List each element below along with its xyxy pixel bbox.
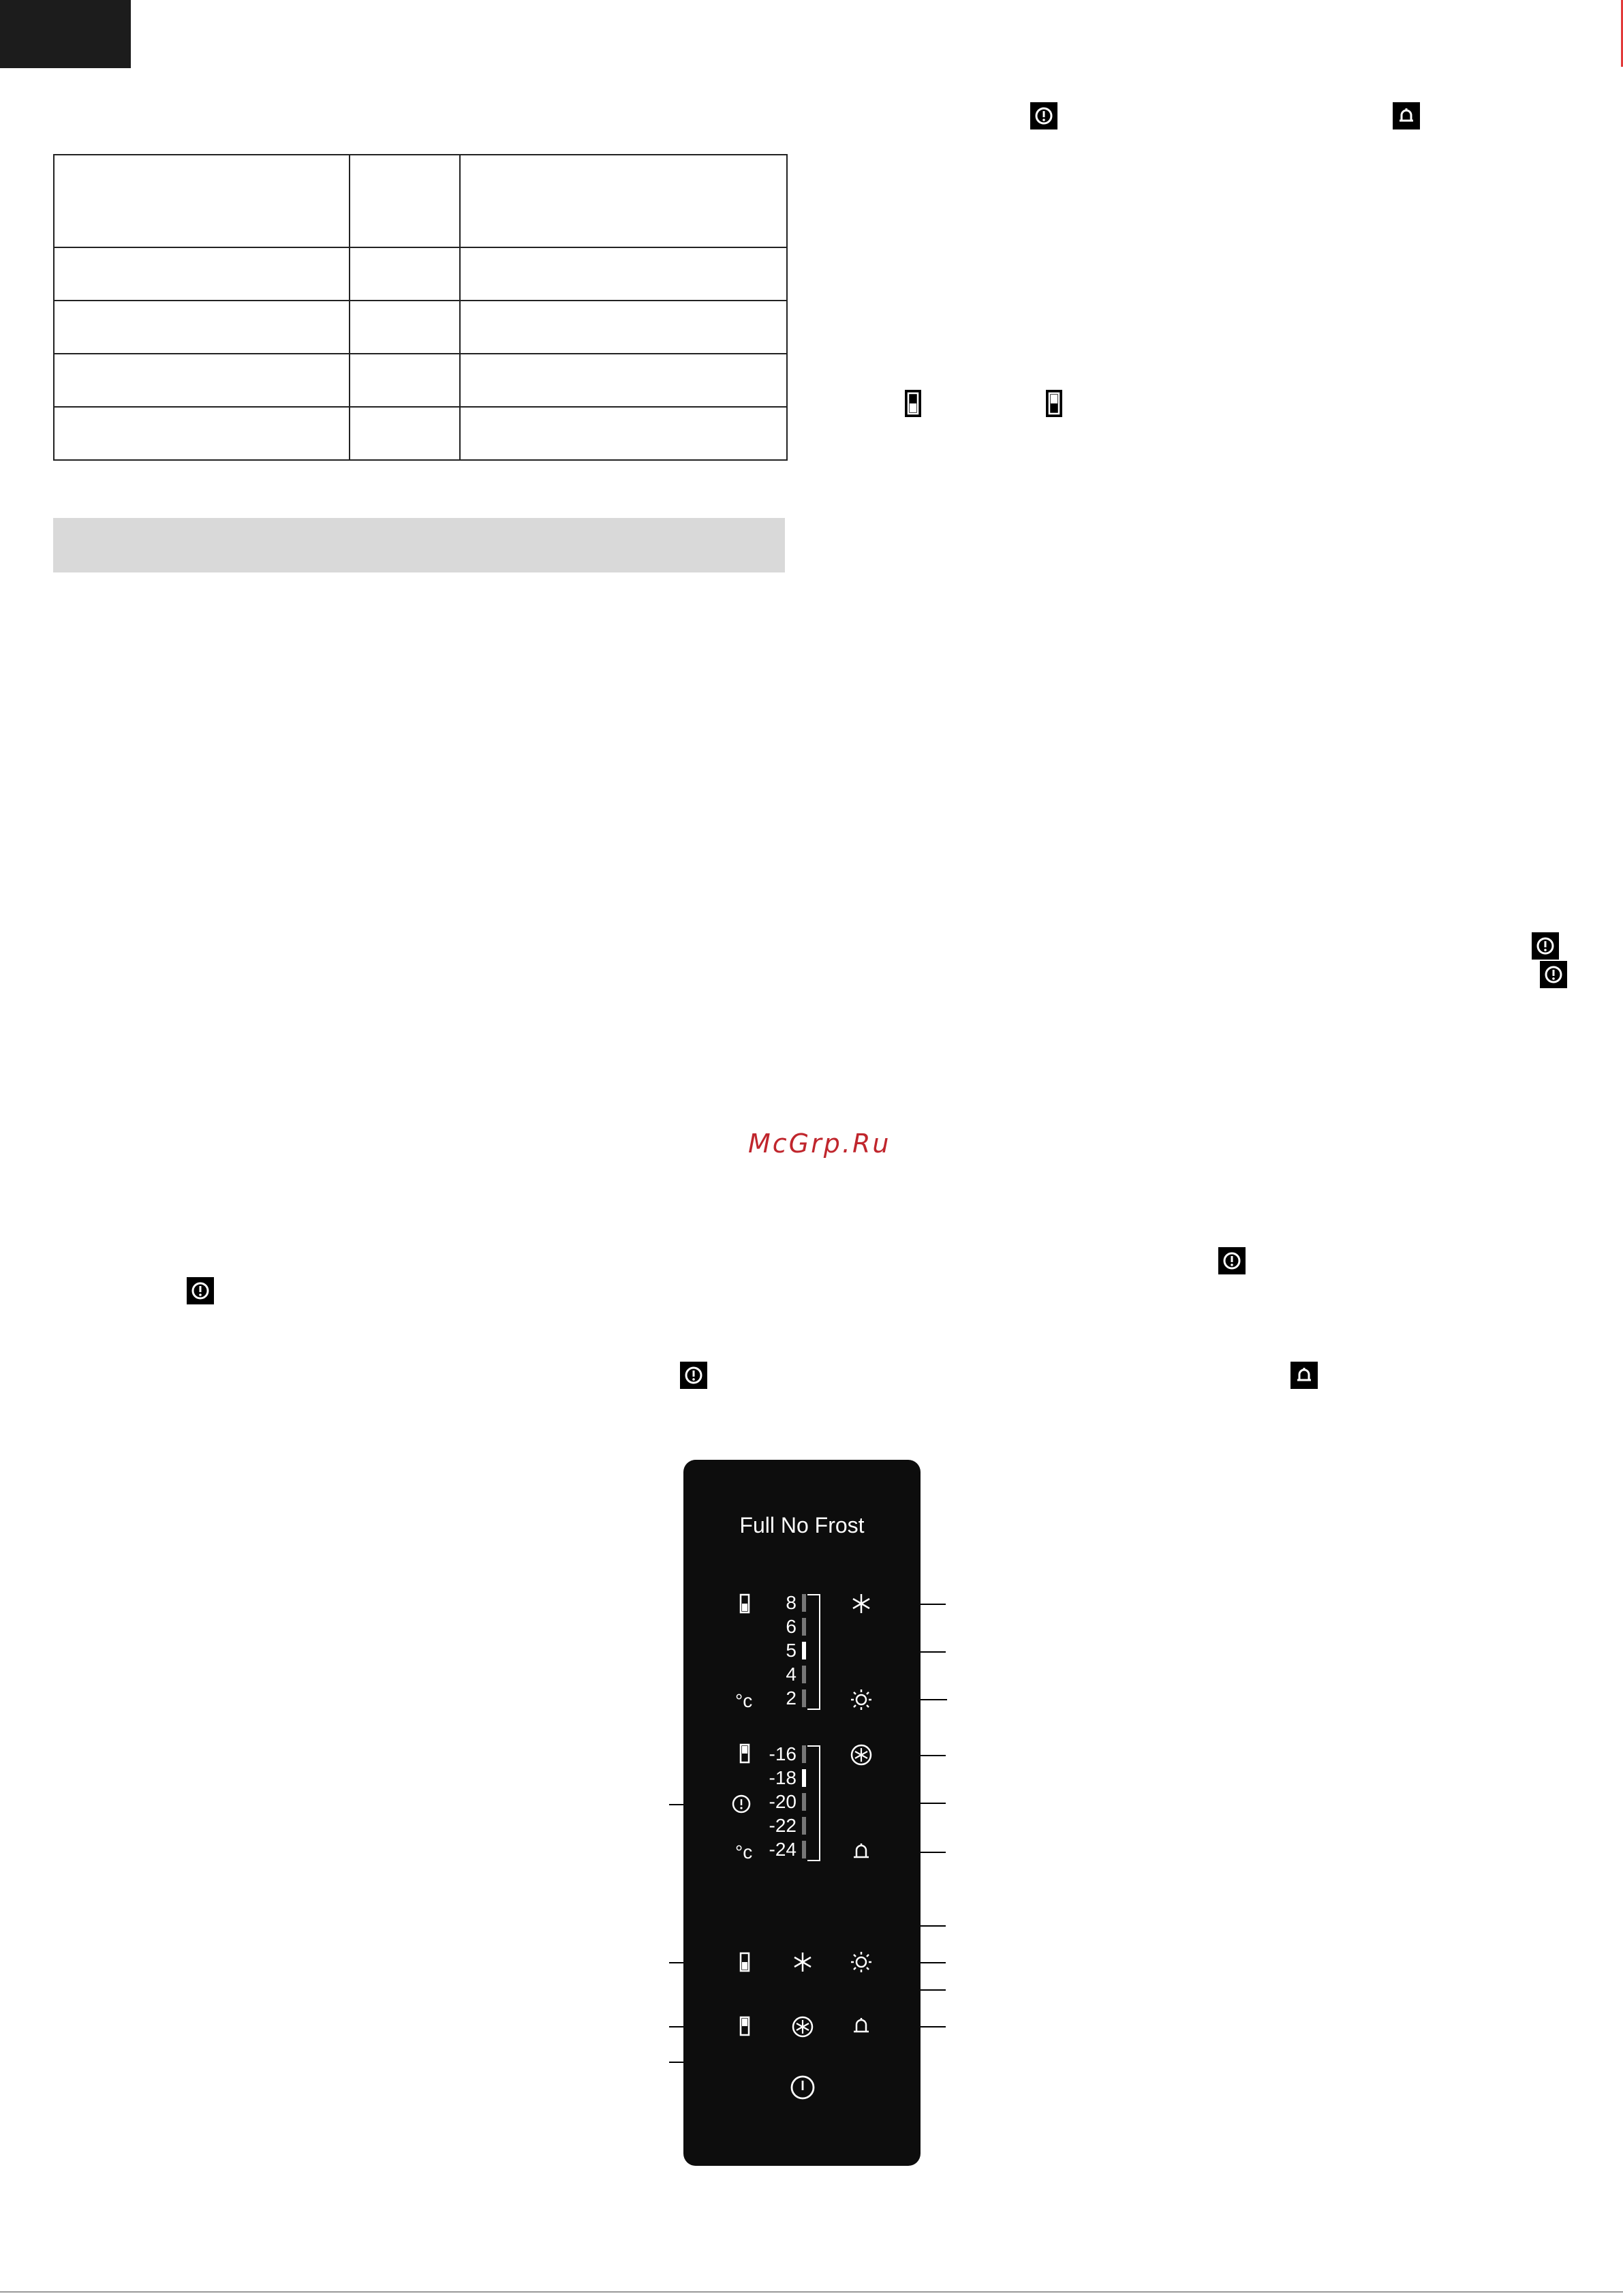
bell-icon	[851, 1840, 871, 1863]
freezer-scale-label: -22	[769, 1815, 797, 1836]
scale-bracket	[806, 1593, 825, 1711]
freezer-scale-label: -16	[769, 1743, 797, 1764]
control-panel-diagram	[683, 1460, 921, 2166]
super-cool-icon	[850, 1592, 873, 1615]
fridge-scale-label: 8	[786, 1592, 797, 1613]
freezer-button[interactable]	[737, 2013, 753, 2040]
alarm-info-icon	[730, 1792, 753, 1816]
freezer-scale-label: -20	[769, 1791, 797, 1812]
super-cool-button[interactable]	[791, 1950, 814, 1974]
unit-label: °c	[735, 1690, 753, 1711]
super-freeze-icon	[850, 1743, 873, 1766]
alarm-button[interactable]	[851, 2015, 871, 2038]
watermark: McGrp.Ru	[748, 1129, 891, 1159]
fridge-scale-label: 6	[786, 1616, 797, 1637]
fridge-scale-label: 4	[786, 1664, 797, 1685]
eco-sun-icon	[850, 1688, 873, 1711]
freezer-scale-label: -18	[769, 1767, 797, 1788]
eco-button[interactable]	[850, 1950, 873, 1974]
fridge-button[interactable]	[737, 1949, 753, 1976]
super-freeze-button[interactable]	[791, 2015, 814, 2038]
scale-bracket	[806, 1745, 825, 1862]
fridge-scale-label: 2	[786, 1687, 797, 1709]
panel-title: Full No Frost	[739, 1513, 865, 1537]
freezer-scale-label: -24	[769, 1839, 797, 1860]
fridge-scale-label: 5	[786, 1640, 797, 1661]
unit-label: °c	[735, 1841, 753, 1863]
power-button[interactable]	[788, 2073, 817, 2102]
